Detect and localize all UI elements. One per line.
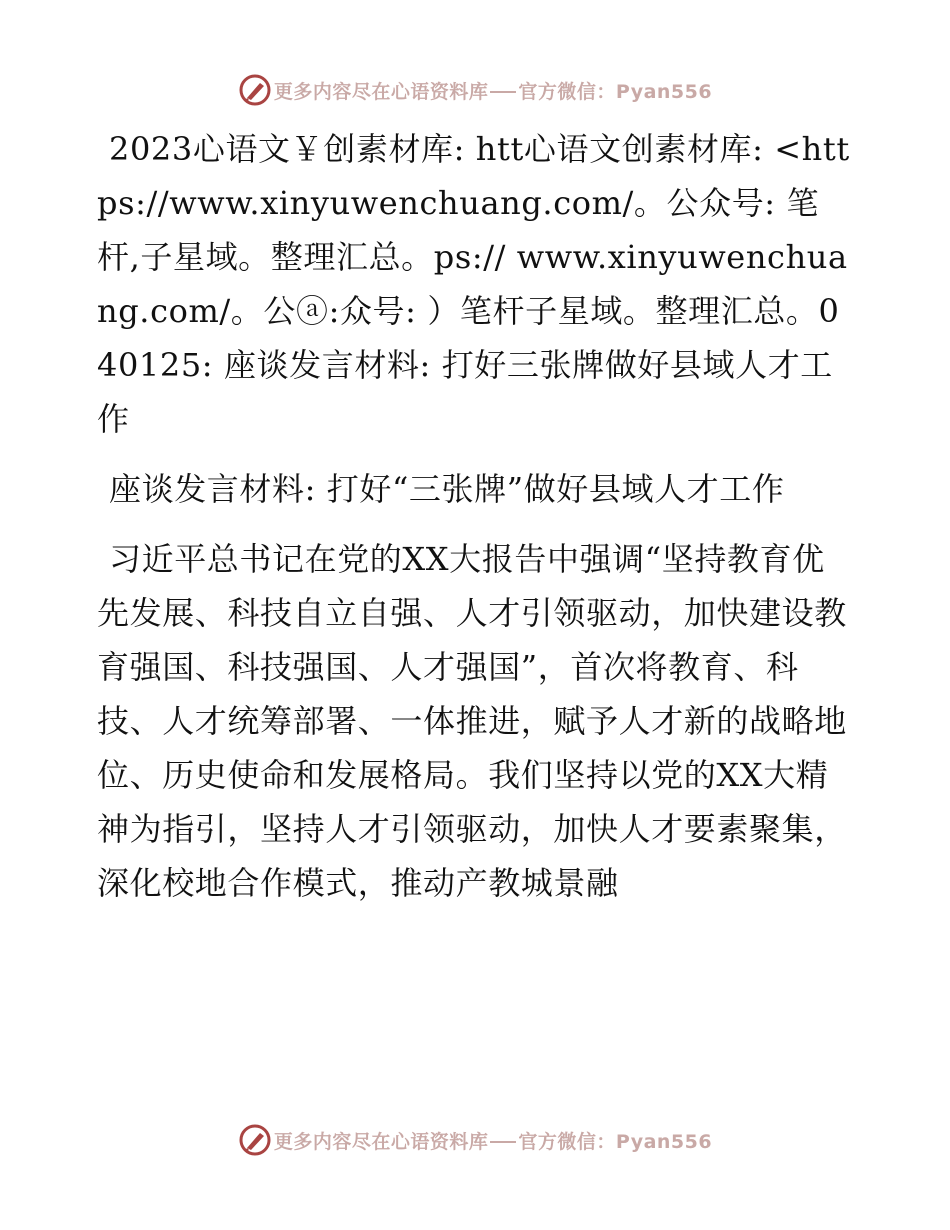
header-banner (0, 70, 950, 110)
document-title: 座谈发言材料: 打好“三张牌”做好县域人才工作 (109, 470, 785, 508)
pen-circle-logo-icon (238, 73, 272, 107)
banner-text: 更多内容尽在心语资料库 官方微信：Pyan556 (273, 80, 713, 103)
banner-text: 更多内容尽在心语资料库 官方微信：Pyan556 (273, 1130, 713, 1153)
pen-circle-logo-icon (238, 1123, 272, 1157)
paragraph-body: 习近平总书记在党的XX大报告中强调“坚持教育优先发展、科技自立自强、人才引领驱动，加快建设教育强国、科技强国、人才强国”，首次将教育、科技、人才统筹部署、一体推进，赋予人才新的战略地位、历史使命和发展格局。我们坚持以党的XX大精神为指引，坚持人才引领驱动，加快人才要素聚集，深化校地合作模式，推动产教城景融 (97, 540, 847, 902)
paragraph-header-notice: 2023心语文￥创素材库: htt心语文创素材库: <https://www.xinyuwenchuang.com/。公众号: 笔杆,子星域。整理汇总。ps:// www.xinyuwenchuang.com/。公ⓐ:众号: ）笔杆子星域。整理汇总。040125: 座谈发言材料: 打好三张牌做好县域人才工作 (97, 130, 850, 438)
footer-banner (0, 1120, 950, 1160)
banner-dash (490, 91, 516, 93)
document-body (97, 122, 857, 910)
banner-dash (490, 1141, 516, 1143)
